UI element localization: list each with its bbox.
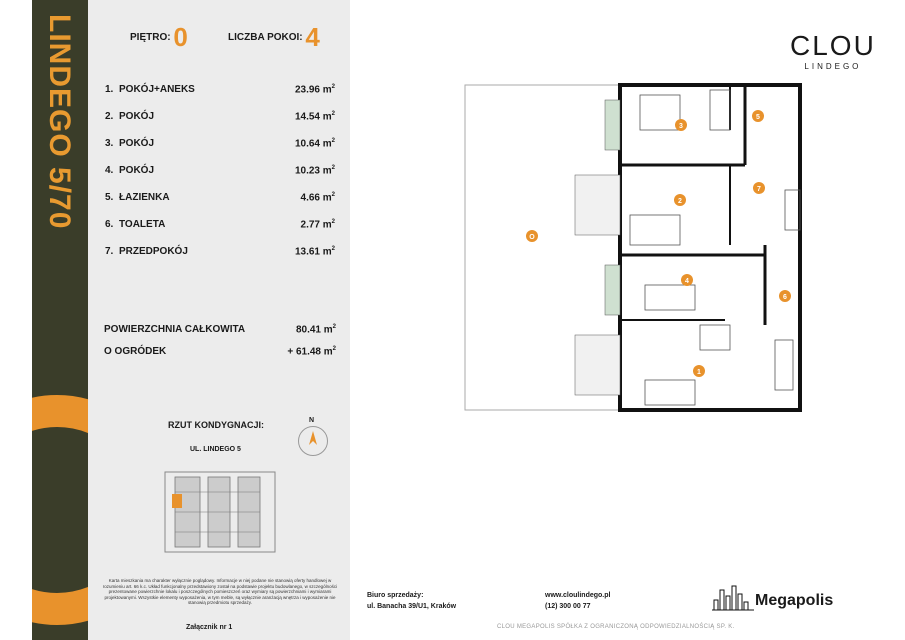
plan-label: 5 (756, 114, 760, 121)
plan-label: 6 (783, 294, 787, 301)
decorative-arc (32, 395, 88, 625)
rooms-info: LICZBA POKOI: 4 (228, 22, 320, 52)
sales-office-address: ul. Banacha 39/U1, Kraków (367, 603, 457, 610)
site-map (160, 462, 280, 562)
apartment-title: LINDEGO 5/70 (43, 14, 76, 230)
side-strip (32, 0, 88, 640)
compass-icon: N (298, 426, 328, 456)
plan-label: 7 (757, 186, 761, 193)
room-row: 6. TOALETA 2.77 $m^2$ (105, 219, 335, 231)
compass-arrow-icon (299, 427, 327, 455)
megapolis-brand: Megapolis (755, 592, 834, 609)
clou-logo: CLOU LINDEGO (790, 30, 876, 71)
plan-label: O (529, 234, 535, 241)
floor-plan (455, 80, 815, 420)
garden-area-row: O OGRÓDEK + 61.48 $m^2$ (104, 346, 336, 358)
sales-office-label: Biuro sprzedaży: (367, 592, 424, 599)
room-row: 2. POKÓJ 14.54 $m^2$ (105, 111, 335, 123)
website-link[interactable]: www.cloulindego.pl (545, 592, 611, 599)
floor-info: PIĘTRO: 0 (130, 22, 188, 52)
plan-label: 1 (697, 369, 701, 376)
room-row: 7. PRZEDPOKÓJ 13.61 $m^2$ (105, 246, 335, 258)
plan-label: 2 (678, 198, 682, 205)
company-name: CLOU MEGAPOLIS SPÓŁKA Z OGRANICZONĄ ODPOWIEDZIALNOŚCIĄ SP. K. (497, 624, 735, 630)
plan-label: 3 (679, 123, 683, 130)
room-row: 5. ŁAZIENKA 4.66 $m^2$ (105, 192, 335, 204)
floor-plan-legend-title: RZUT KONDYGNACJI: (168, 420, 264, 430)
phone-number: (12) 300 00 77 (545, 603, 591, 610)
street-label: UL. LINDEGO 5 (190, 446, 241, 453)
plan-label: 4 (685, 278, 689, 285)
room-row: 4. POKÓJ 10.23 $m^2$ (105, 165, 335, 177)
floor-value: 0 (173, 22, 188, 52)
room-row: 1. POKÓJ+ANEKS 23.96 $m^2$ (105, 84, 335, 96)
skyline-icon (712, 582, 754, 612)
room-row: 3. POKÓJ 10.64 $m^2$ (105, 138, 335, 150)
rooms-value: 4 (305, 22, 320, 52)
disclaimer-text: Karta mieszkania ma charakter wyłącznie poglądowy. Informacje w niej podane nie stanowią oferty handlowej w rozumieniu art. 66 k.c. Układ funkcjonalny przedstawiony został na podstawie projektu budowlanego, w szczególności prezentowane powierzchnie lokalu i poszczególnych pomieszczeń oraz wymiary są powierzchniami i wymiarami projektowanymi. Wszystkie elementy wyposażenia, w tym meble, są wyłącznie aranżacją wnętrza i wyposażenie nie stanowią przedmiotu sprzedaży. (102, 578, 338, 605)
appendix-label: Załącznik nr 1 (186, 624, 233, 631)
total-area-row: POWIERZCHNIA CAŁKOWITA 80.41 $m^2$ (104, 324, 336, 336)
